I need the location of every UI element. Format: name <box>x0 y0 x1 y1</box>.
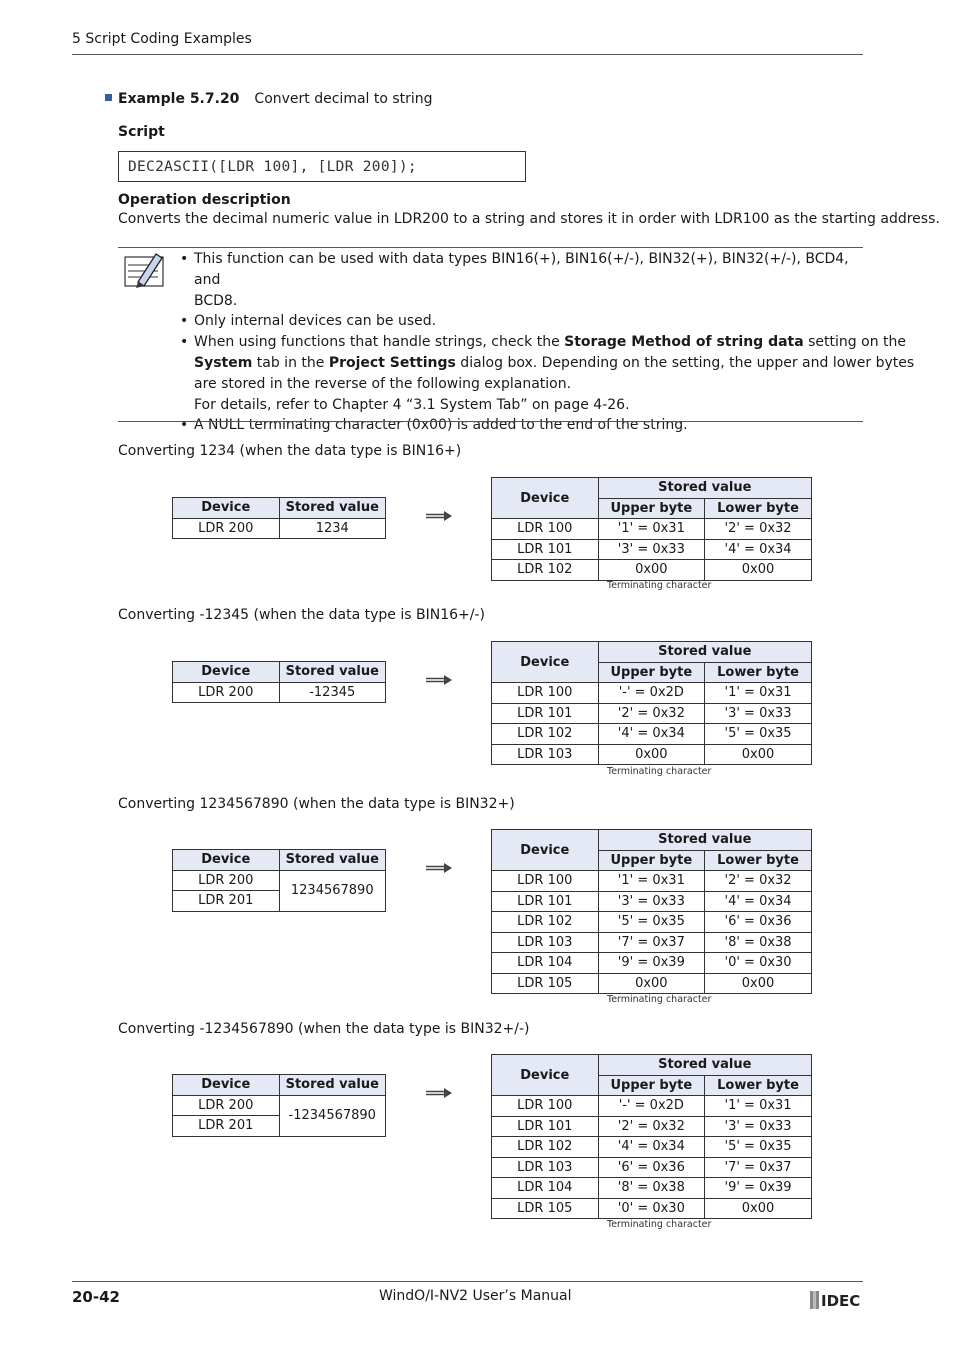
example-caption: Converting 1234 (when the data type is BIN16+) <box>118 443 462 459</box>
note-item: • Only internal devices can be used. <box>178 311 858 332</box>
table-row: LDR 103 0x00 0x00 <box>492 744 812 765</box>
terminating-label: Terminating character <box>607 580 712 591</box>
source-table: Device Stored value LDR 200 1234 <box>172 497 386 539</box>
source-table: Device Stored value LDR 200 1234567890 LDR 201 <box>172 849 386 912</box>
example-caption: Converting -12345 (when the data type is BIN16+/-) <box>118 607 485 623</box>
svg-text:IDEC: IDEC <box>821 1292 861 1310</box>
terminating-label: Terminating character <box>607 994 712 1005</box>
running-header: 5 Script Coding Examples <box>72 31 252 47</box>
note-item-continued: BCD8. <box>194 292 238 309</box>
table-row: LDR 103 '7' = 0x37 '8' = 0x38 <box>492 932 812 953</box>
arrow-right-icon <box>426 1087 452 1099</box>
example-title: Convert decimal to string <box>254 91 433 107</box>
footer-rule <box>72 1281 863 1282</box>
note-item-continued: are stored in the reverse of the following explanation. <box>194 375 572 392</box>
note-bottom-rule <box>118 421 863 422</box>
operation-title: Operation description <box>118 192 291 208</box>
table-row: LDR 101 '2' = 0x32 '3' = 0x33 <box>492 1116 812 1137</box>
source-table: Device Stored value LDR 200 -1234567890 LDR 201 <box>172 1074 386 1137</box>
note-item-continued: For details, refer to Chapter 4 “3.1 System Tab” on page 4-26. <box>194 396 630 413</box>
result-table: Device Stored value Upper byte Lower byte LDR 100 '1' = 0x31 '2' = 0x32 LDR 101 '3' = 0x33 '4' = 0x34 LDR 102 '5' = 0x35 '6' = 0x36 LDR 103 '7' = 0x37 '8' = 0x38 LDR 104 '9' = 0x39 '0' = 0x30 LDR 105 0x00 0x00 <box>491 829 812 994</box>
table-row: LDR 102 '4' = 0x34 '5' = 0x35 <box>492 1137 812 1158</box>
table-row: LDR 105 0x00 0x00 <box>492 973 812 994</box>
terminating-label: Terminating character <box>607 766 712 777</box>
table-row: LDR 104 '8' = 0x38 '9' = 0x39 <box>492 1178 812 1199</box>
arrow-right-icon <box>426 510 452 522</box>
table-row: LDR 102 '5' = 0x35 '6' = 0x36 <box>492 912 812 933</box>
table-row: LDR 101 '2' = 0x32 '3' = 0x33 <box>492 703 812 724</box>
note-item: • A NULL terminating character (0x00) is added to the end of the string. <box>178 415 858 436</box>
idec-logo <box>810 1290 864 1310</box>
source-table: Device Stored value LDR 200 -12345 <box>172 661 386 703</box>
table-row: LDR 100 '-' = 0x2D '1' = 0x31 <box>492 683 812 704</box>
header-rule <box>72 54 863 55</box>
arrow-right-icon <box>426 862 452 874</box>
note-pencil-icon <box>124 252 166 288</box>
table-row: LDR 101 '3' = 0x33 '4' = 0x34 <box>492 891 812 912</box>
result-table: Device Stored value Upper byte Lower byte LDR 100 '-' = 0x2D '1' = 0x31 LDR 101 '2' = 0x32 '3' = 0x33 LDR 102 '4' = 0x34 '5' = 0x35 LDR 103 '6' = 0x36 '7' = 0x37 LDR 104 '8' = 0x38 '9' = 0x39 LDR 105 '0' = 0x30 0x00 <box>491 1054 812 1219</box>
table-row: LDR 100 '-' = 0x2D '1' = 0x31 <box>492 1096 812 1117</box>
table-row: LDR 103 '6' = 0x36 '7' = 0x37 <box>492 1157 812 1178</box>
note-list <box>178 249 915 436</box>
manual-title: WindO/I-NV2 User’s Manual <box>379 1288 572 1304</box>
result-table: Device Stored value Upper byte Lower byte LDR 100 '1' = 0x31 '2' = 0x32 LDR 101 '3' = 0x33 '4' = 0x34 LDR 102 0x00 0x00 <box>491 477 812 581</box>
example-heading <box>105 91 433 107</box>
table-row: LDR 100 '1' = 0x31 '2' = 0x32 <box>492 519 812 540</box>
table-row: LDR 104 '9' = 0x39 '0' = 0x30 <box>492 953 812 974</box>
script-code-box: DEC2ASCII([LDR 100], [LDR 200]); <box>118 151 526 182</box>
note-item-continued: System tab in the Project Settings dialog box. Depending on the setting, the upper and lower bytes <box>194 354 915 371</box>
example-caption: Converting 1234567890 (when the data type is BIN32+) <box>118 796 515 812</box>
table-row: LDR 101 '3' = 0x33 '4' = 0x34 <box>492 539 812 560</box>
result-table: Device Stored value Upper byte Lower byte LDR 100 '-' = 0x2D '1' = 0x31 LDR 101 '2' = 0x32 '3' = 0x33 LDR 102 '4' = 0x34 '5' = 0x35 LDR 103 0x00 0x00 <box>491 641 812 765</box>
note-item: • This function can be used with data types BIN16(+), BIN16(+/-), BIN32(+), BIN32(+/-), BCD4, and <box>178 249 858 291</box>
terminating-label: Terminating character <box>607 1219 712 1230</box>
table-row: LDR 102 0x00 0x00 <box>492 560 812 581</box>
arrow-right-icon <box>426 674 452 686</box>
table-row: LDR 100 '1' = 0x31 '2' = 0x32 <box>492 871 812 892</box>
example-number: Example 5.7.20 <box>118 91 240 107</box>
table-row: LDR 102 '4' = 0x34 '5' = 0x35 <box>492 724 812 745</box>
operation-text: Converts the decimal numeric value in LDR200 to a string and stores it in order with LDR100 as the starting address. <box>118 211 940 227</box>
script-label: Script <box>118 124 165 140</box>
note-top-rule <box>118 247 863 248</box>
table-row: LDR 105 '0' = 0x30 0x00 <box>492 1198 812 1219</box>
square-bullet-icon <box>105 94 112 101</box>
example-caption: Converting -1234567890 (when the data type is BIN32+/-) <box>118 1021 530 1037</box>
note-item: • When using functions that handle strings, check the Storage Method of string data setting on the <box>178 332 858 353</box>
page-number: 20-42 <box>72 1288 120 1306</box>
